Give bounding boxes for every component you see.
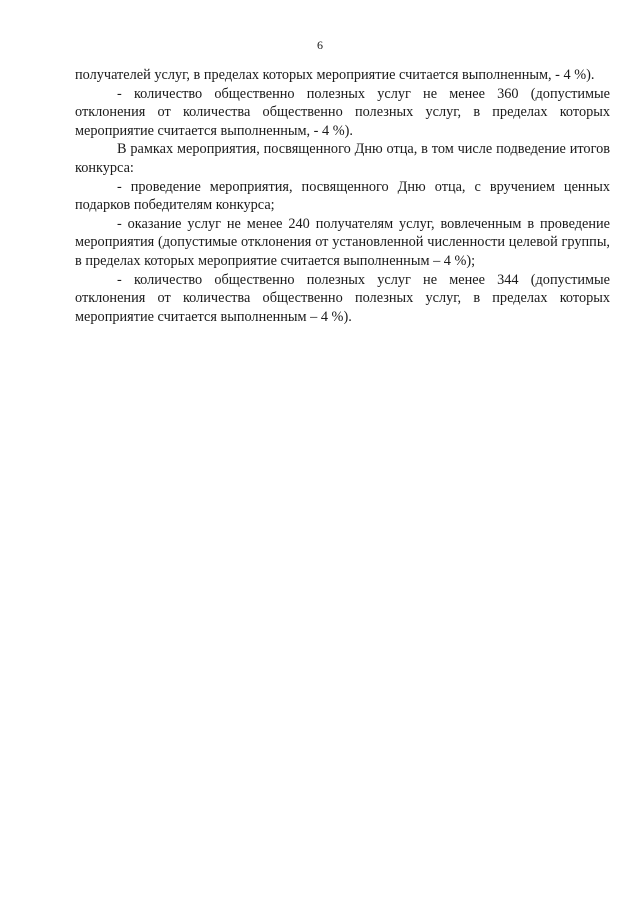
paragraph-list-item-services-count-344: - количество общественно полезных услуг не менее 344 (допустимые отклонения от количества общественно полезных услуг, в пределах которых мероприятие считается выполненным – 4 %). <box>75 271 610 325</box>
paragraph-list-item-recipients-240: - оказание услуг не менее 240 получателям услуг, вовлеченным в проведение мероприятия (допустимые отклонения от установленной численности целевой группы, в пределах которых мероприятие считается выполненным – 4 %); <box>75 215 610 269</box>
paragraph-continuation: получателей услуг, в пределах которых мероприятие считается выполненным, - 4 %). <box>75 67 595 83</box>
paragraph-fathers-day-intro: В рамках мероприятия, посвященного Дню отца, в том числе подведение итогов конкурса: <box>75 141 610 176</box>
paragraph-list-item-event-gifts: - проведение мероприятия, посвященного Дню отца, с вручением ценных подарков победителям конкурса; <box>75 178 610 214</box>
document-body <box>75 66 610 326</box>
page-number: 6 <box>317 38 323 52</box>
paragraph-list-item-services-count-360: - количество общественно полезных услуг не менее 360 (допустимые отклонения от количества общественно полезных услуг, в пределах которых мероприятие считается выполненным, - 4 %). <box>75 85 610 139</box>
